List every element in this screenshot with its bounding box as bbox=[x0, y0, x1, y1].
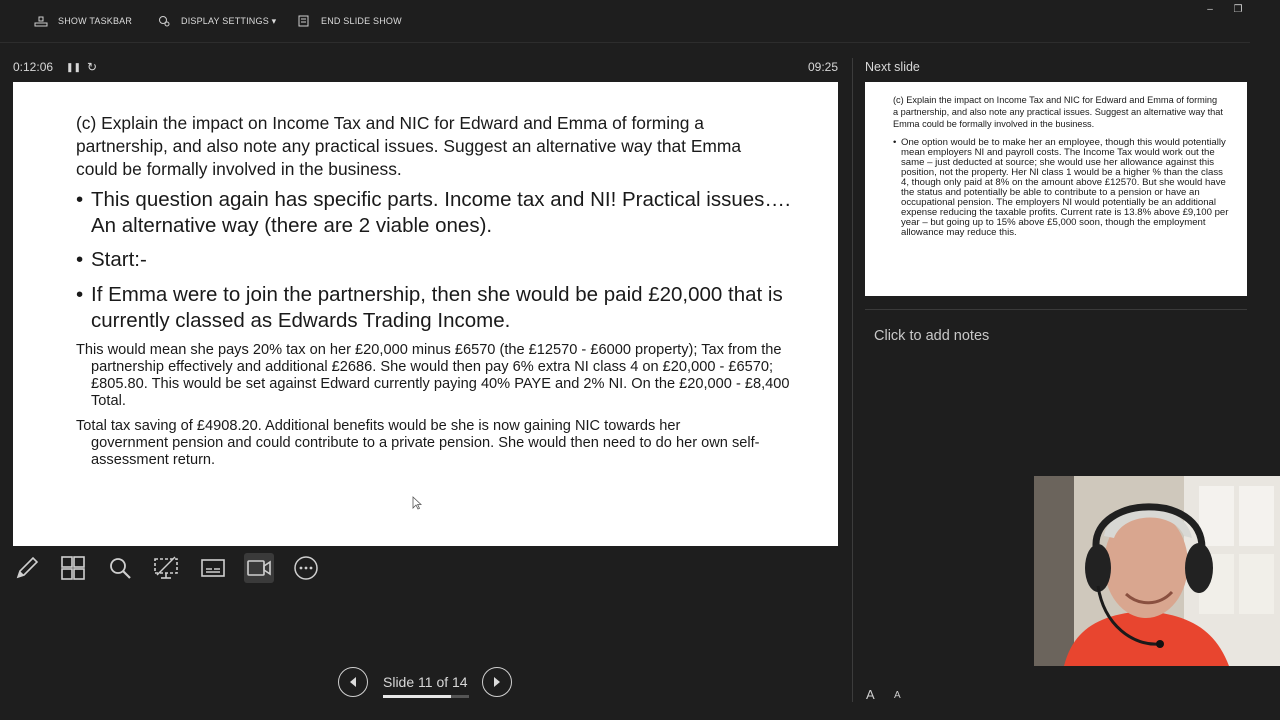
display-settings-label: DISPLAY SETTINGS ▾ bbox=[181, 15, 277, 26]
bullet-dot: • bbox=[76, 283, 84, 306]
camera-toggle-button[interactable] bbox=[244, 553, 274, 583]
chevron-right-icon bbox=[492, 676, 502, 688]
zoom-icon bbox=[106, 554, 134, 582]
decrease-font-icon: A bbox=[894, 690, 901, 701]
slide-bullet-2 bbox=[76, 247, 811, 273]
previous-slide-button[interactable] bbox=[338, 667, 368, 697]
pen-icon bbox=[13, 554, 41, 582]
bullet-dot: • bbox=[893, 137, 897, 148]
slide-bullet-2-text: Start:- bbox=[91, 248, 147, 271]
see-all-slides-button[interactable] bbox=[58, 553, 88, 583]
next-slide-bullet bbox=[893, 138, 1231, 238]
presenter-video-frame bbox=[1034, 476, 1280, 666]
reset-timer-icon[interactable]: ↻ bbox=[87, 60, 98, 74]
next-slide-preview[interactable] bbox=[865, 82, 1247, 296]
zoom-button[interactable] bbox=[105, 553, 135, 583]
next-slide-bullet-text: One option would be to make her an employee, though this would potentially mean employers NI and payroll costs. The Income Tax would work out the same – just deducted at source; she would use her allowance against this position, not the property. Her NI class 1 would be a higher % than the class 4, though only paid at 8% on the amount above £12570. But she would have the status and potentially be able to contribute to a pension or have an occupational pension. The employers NI would potentially be an additional expense reducing the taxable profits. Current rate is 13.8% above £9,100 per year – but going up to 15% above £5,000 soon, though the employment allowance may reduce this. bbox=[901, 137, 1229, 238]
display-settings-button[interactable] bbox=[157, 13, 276, 29]
notes-divider bbox=[865, 309, 1247, 310]
bullet-dot: • bbox=[76, 188, 84, 211]
show-taskbar-button[interactable] bbox=[34, 13, 132, 29]
end-slide-show-label: END SLIDE SHOW bbox=[321, 16, 402, 26]
decrease-font-button[interactable] bbox=[894, 690, 901, 701]
more-options-button[interactable] bbox=[291, 553, 321, 583]
subtitles-icon bbox=[199, 554, 227, 582]
speaker-notes[interactable]: Click to add notes bbox=[874, 328, 990, 344]
slide-paragraph-1: This would mean she pays 20% tax on her £20,000 minus £6570 (the £12570 - £6000 property); Tax from the partnership effectively and additional £2686. She would then pay 6% extra NI class 4 on £20,000 - £6570; £805.80. This would be set against Edward currently paying 40% PAYE and 2% NI. On the £20,000 - £8,400 Total. bbox=[76, 342, 790, 409]
top-divider bbox=[0, 42, 1250, 43]
slides-grid-icon bbox=[59, 554, 87, 582]
pointer-screen-icon bbox=[152, 554, 180, 582]
subtitles-button[interactable] bbox=[198, 553, 228, 583]
end-slide-show-button[interactable] bbox=[297, 13, 402, 29]
next-slide-button[interactable] bbox=[482, 667, 512, 697]
minimize-button[interactable]: – bbox=[1207, 4, 1213, 15]
next-slide-label: Next slide bbox=[865, 60, 920, 74]
camera-icon bbox=[245, 554, 273, 582]
pause-timer-icon[interactable]: ❚❚ bbox=[66, 62, 82, 72]
slide-bullet-1 bbox=[76, 187, 811, 239]
mouse-cursor-icon bbox=[412, 496, 422, 510]
increase-font-button[interactable] bbox=[866, 687, 875, 702]
display-settings-icon bbox=[157, 14, 171, 28]
slide-question: (c) Explain the impact on Income Tax and NIC for Edward and Emma of forming a partnership, and also note any practical issues. Suggest an alternative way that Emma could be formally involved in the business. bbox=[76, 113, 742, 179]
more-icon bbox=[292, 554, 320, 582]
slide-counter[interactable]: Slide 11 of 14 bbox=[383, 674, 468, 690]
clock: 09:25 bbox=[808, 60, 839, 74]
bullet-dot: • bbox=[76, 248, 84, 271]
slide-bullet-3-text: If Emma were to join the partnership, then she would be paid £20,000 that is currently classed as Edwards Trading Income. bbox=[91, 283, 783, 332]
elapsed-timer: 0:12:06 bbox=[13, 60, 54, 74]
next-slide-question: (c) Explain the impact on Income Tax and NIC for Edward and Emma of forming a partnership, and also note any practical issues. Suggest an alternative way that Emma could be formally involved in the business. bbox=[893, 95, 1223, 129]
current-slide[interactable] bbox=[13, 82, 838, 546]
chevron-left-icon bbox=[348, 676, 358, 688]
panel-divider bbox=[852, 58, 853, 702]
show-taskbar-label: SHOW TASKBAR bbox=[58, 16, 133, 26]
slide-bullet-1-text: This question again has specific parts. Income tax and NI! Practical issues…. An alternative way (there are 2 viable ones). bbox=[91, 188, 791, 237]
slide-paragraph-2: Total tax saving of £4908.20. Additional benefits would be she is now gaining NIC towards her government pension and could contribute to a private pension. She would then need to do her own self-assessment return. bbox=[76, 418, 760, 468]
slide-progress-fill bbox=[383, 695, 451, 698]
pen-tool-button[interactable] bbox=[12, 553, 42, 583]
presenter-webcam-feed bbox=[1034, 476, 1280, 666]
presenter-top-bar bbox=[0, 0, 1280, 42]
end-show-icon bbox=[297, 14, 311, 28]
restore-button[interactable]: ❐ bbox=[1233, 4, 1243, 15]
taskbar-icon bbox=[34, 14, 48, 28]
increase-font-icon: A bbox=[866, 687, 875, 702]
slide-bullet-3 bbox=[76, 282, 811, 334]
black-screen-button[interactable] bbox=[151, 553, 181, 583]
